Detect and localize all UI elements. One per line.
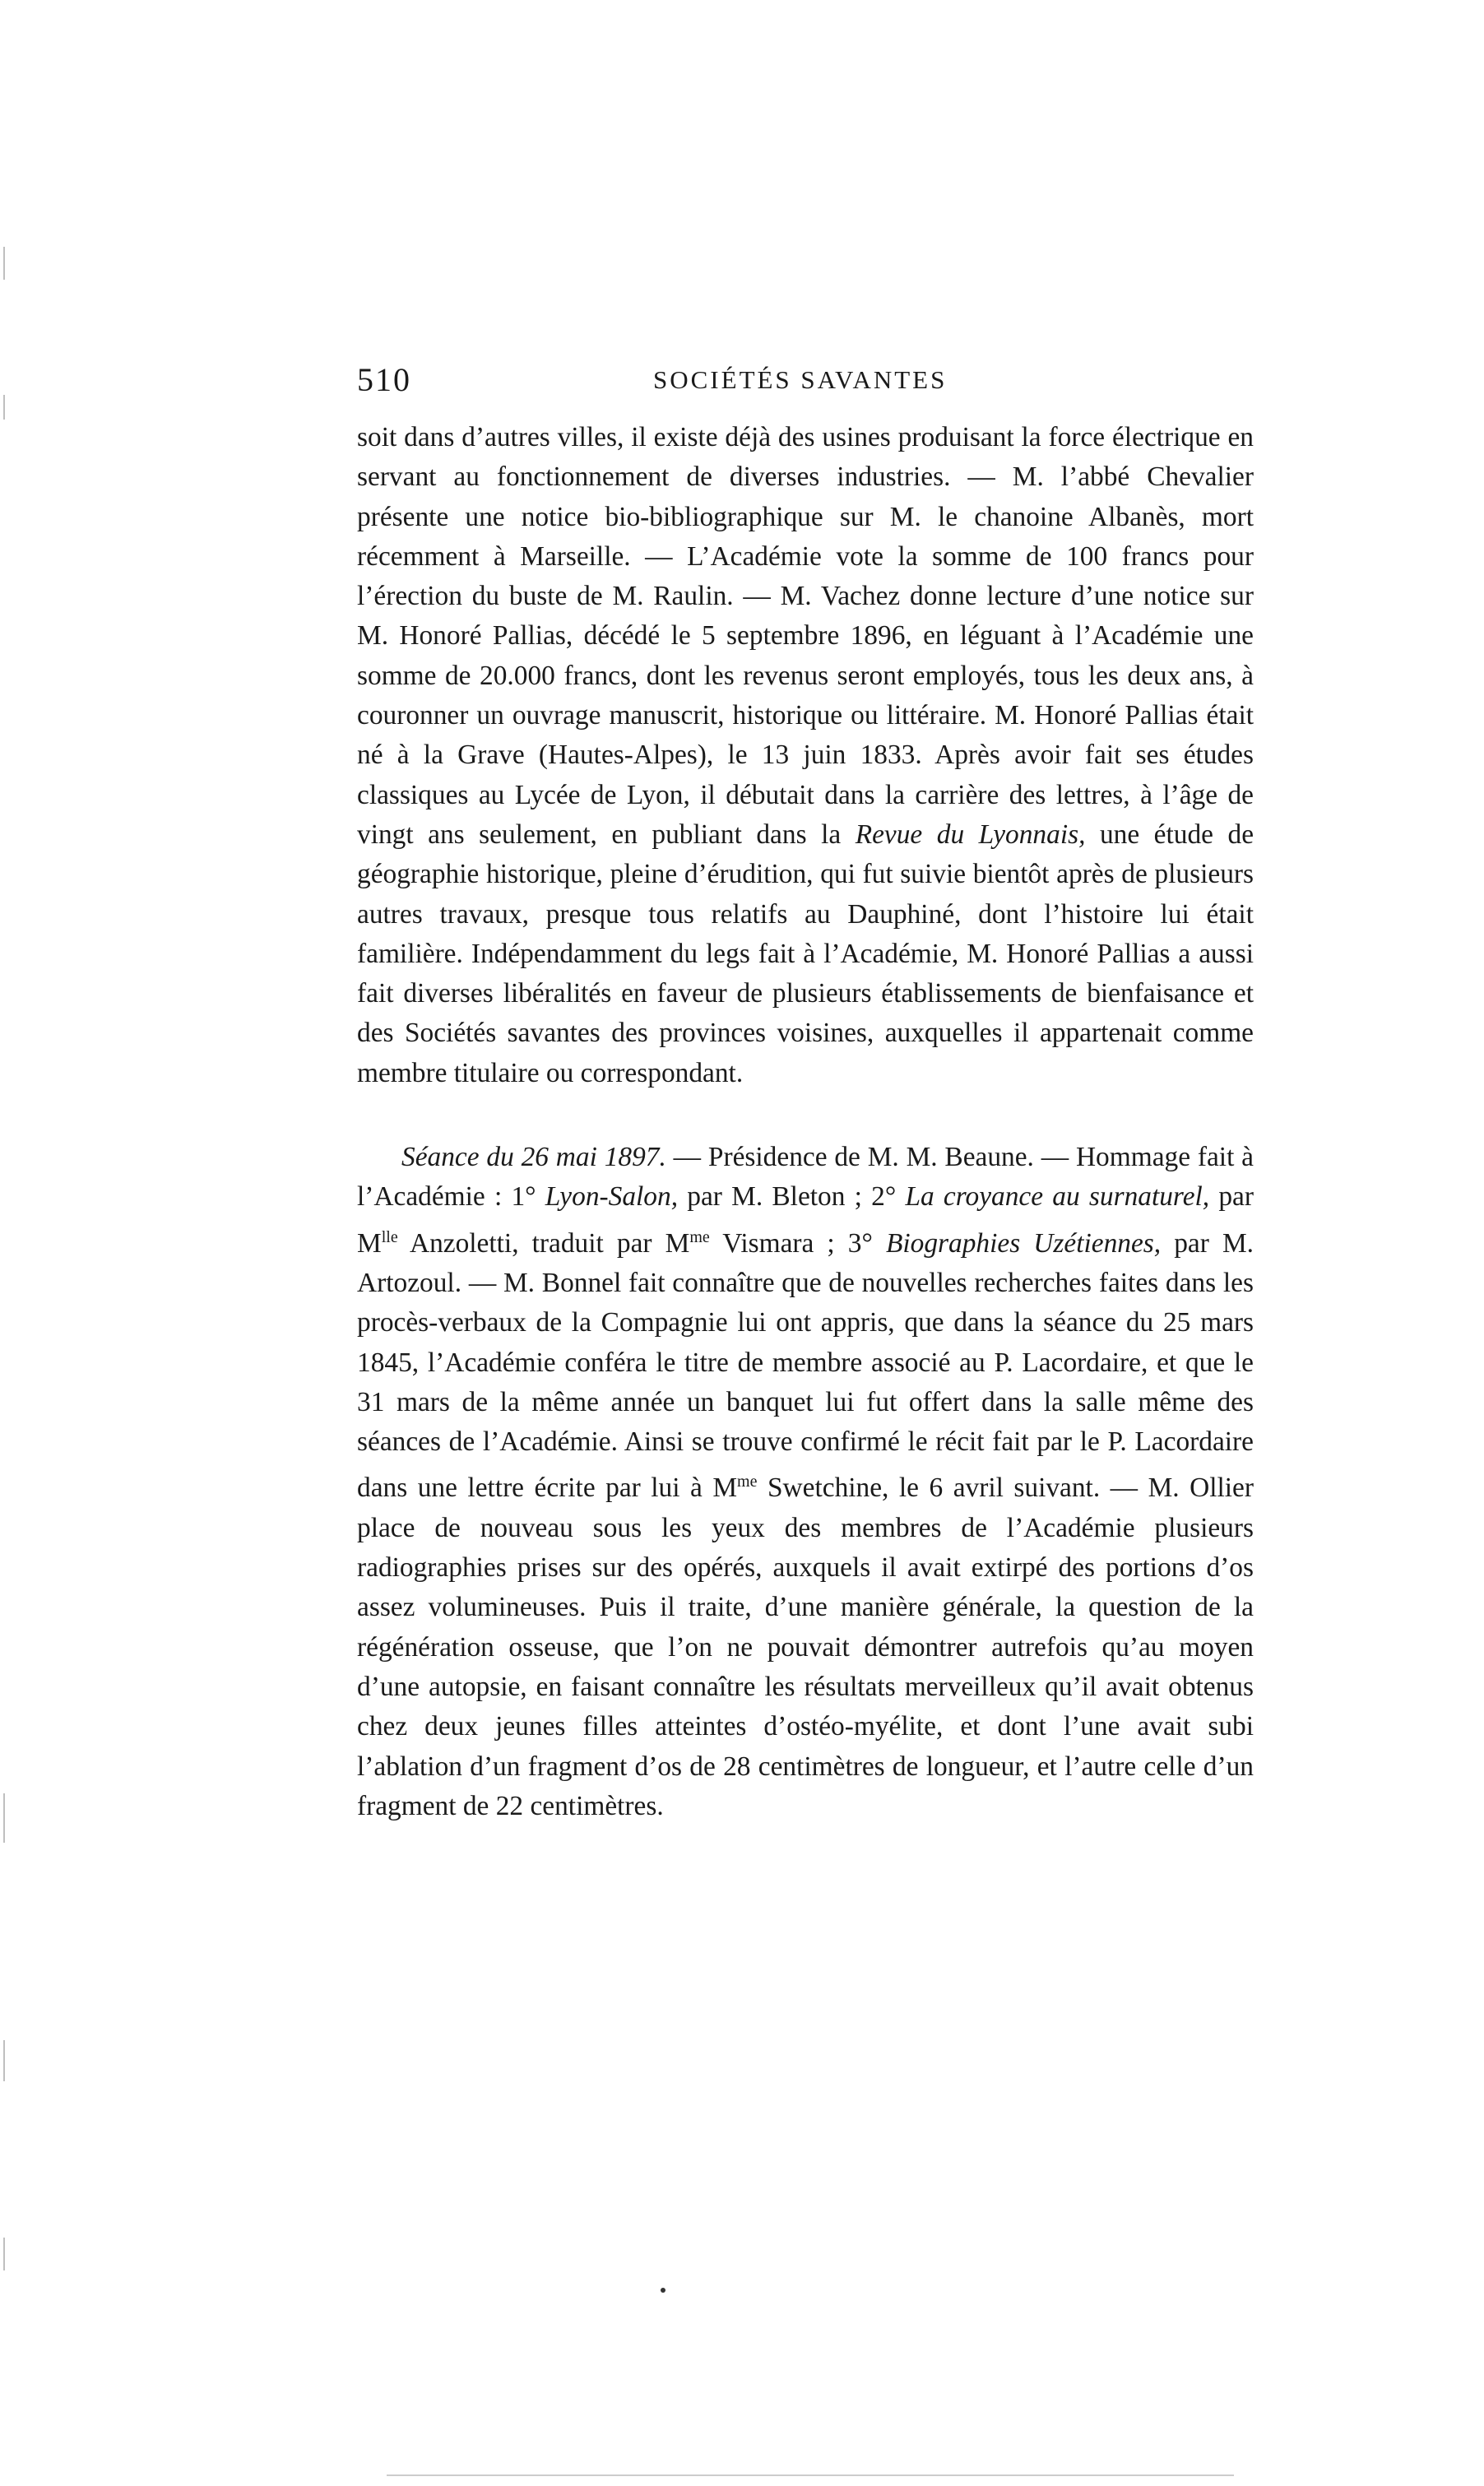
paragraph-1-text-continued: une étude de géographie historique, pleine d’érudition, qui fut suivie bientôt après de plusieurs autres travaux, presque tous relatifs au Dauphiné, dont l’histoire lui était familière. Indépendamment du legs fait à l’Académie, M. Honoré Pallias a aussi fait diverses libéralités en faveur de plusieurs établissements de bienfaisance et des Sociétés savantes des provinces voisines, auxquelles il appartenait comme membre titulaire ou correspondant. xyxy=(357,819,1254,1088)
work-title-2: La croyance au surnaturel, xyxy=(905,1181,1210,1213)
page-number: 510 xyxy=(357,361,411,398)
journal-title: Revue du Lyonnais, xyxy=(855,819,1086,850)
paragraph-2-text-g: Swetchine, le 6 avril suivant. — M. Ollier place de nouveau sous les yeux des membres de l’Académie plusieurs radiographies prises sur des opérés, auxquels il avait extirpé des portions d’os assez volumineuses. Puis il traite, d’une manière générale, la question de la régénération osseuse, que l’on ne pouvait démontrer autrefois qu’au moyen d’une autopsie, en faisant connaître les résultats merveilleux qu’il avait obtenus chez deux jeunes filles atteintes d’ostéo-myélite, et dont l’une avait subi l’ablation d’un fragment d’os de 28 centimètres de longueur, et l’autre celle d’un fragment de 22 centimètres. xyxy=(357,1473,1254,1821)
superscript-me: me xyxy=(689,1227,710,1246)
scan-artifact xyxy=(3,2238,5,2270)
paragraph-2-text-a: — Présidence de M. M. Beaune. — Hommage fait à l’Académie : 1° xyxy=(357,1142,1254,1213)
scan-edge xyxy=(387,2474,1234,2476)
running-title: SOCIÉTÉS SAVANTES xyxy=(653,365,948,394)
scan-artifact xyxy=(3,1793,5,1843)
superscript-me: me xyxy=(737,1473,758,1491)
work-title-3: Biographies Uzétiennes, xyxy=(885,1227,1162,1259)
paragraph-2-text-b: par M. Bleton ; 2° xyxy=(678,1181,906,1213)
scan-artifact xyxy=(3,395,5,420)
paragraph-2-text-c: par M xyxy=(357,1181,1254,1259)
paragraph-1 xyxy=(357,418,1254,1093)
paragraph-2 xyxy=(357,1138,1254,1826)
paragraph-2-text-f: par M. Artozoul. — M. Bonnel fait connaître que de nouvelles recherches faites dans les procès-verbaux de la Compagnie lui ont appris, que dans la séance du 25 mars 1845, l’Académie conféra le titre de membre associé au P. Lacordaire, et que le 31 mars de la même année un banquet lui fut offert dans la salle même des séances de l’Académie. Ainsi se trouve confirmé le récit fait par le P. Lacordaire dans une lettre écrite par lui à M xyxy=(357,1227,1254,1504)
scan-artifact xyxy=(3,247,5,280)
scan-artifact xyxy=(3,2040,5,2081)
superscript-lle: lle xyxy=(381,1227,398,1246)
body-text xyxy=(357,418,1254,1826)
ink-dot xyxy=(661,2288,665,2293)
paragraph-1-text: soit dans d’autres villes, il existe déjà des usines produisant la force électrique en servant au fonctionnement de diverses industries. — M. l’abbé Chevalier présente une notice bio-bibliographique sur M. le chanoine Albanès, mort récemment à Marseille. — L’Académie vote la somme de 100 francs pour l’érection du buste de M. Raulin. — M. Vachez donne lecture d’une notice sur M. Honoré Pallias, décédé le 5 septembre 1896, en léguant à l’Académie une somme de 20.000 francs, dont les revenus seront employés, tous les deux ans, à couronner un ouvrage manuscrit, historique ou littéraire. M. Honoré Pallias était né à la Grave (Hautes-Alpes), le 13 juin 1833. Après avoir fait ses études classiques au Lycée de Lyon, il débutait dans la carrière des lettres, à l’âge de vingt ans seulement, en publiant dans la xyxy=(357,422,1254,850)
page-header xyxy=(357,360,1260,410)
session-heading: Séance du 26 mai 1897. xyxy=(401,1142,666,1173)
paragraph-2-text-d: Anzoletti, traduit par M xyxy=(397,1227,690,1259)
work-title-1: Lyon-Salon, xyxy=(545,1181,679,1213)
paragraph-2-text-e: Vismara ; 3° xyxy=(709,1227,886,1259)
